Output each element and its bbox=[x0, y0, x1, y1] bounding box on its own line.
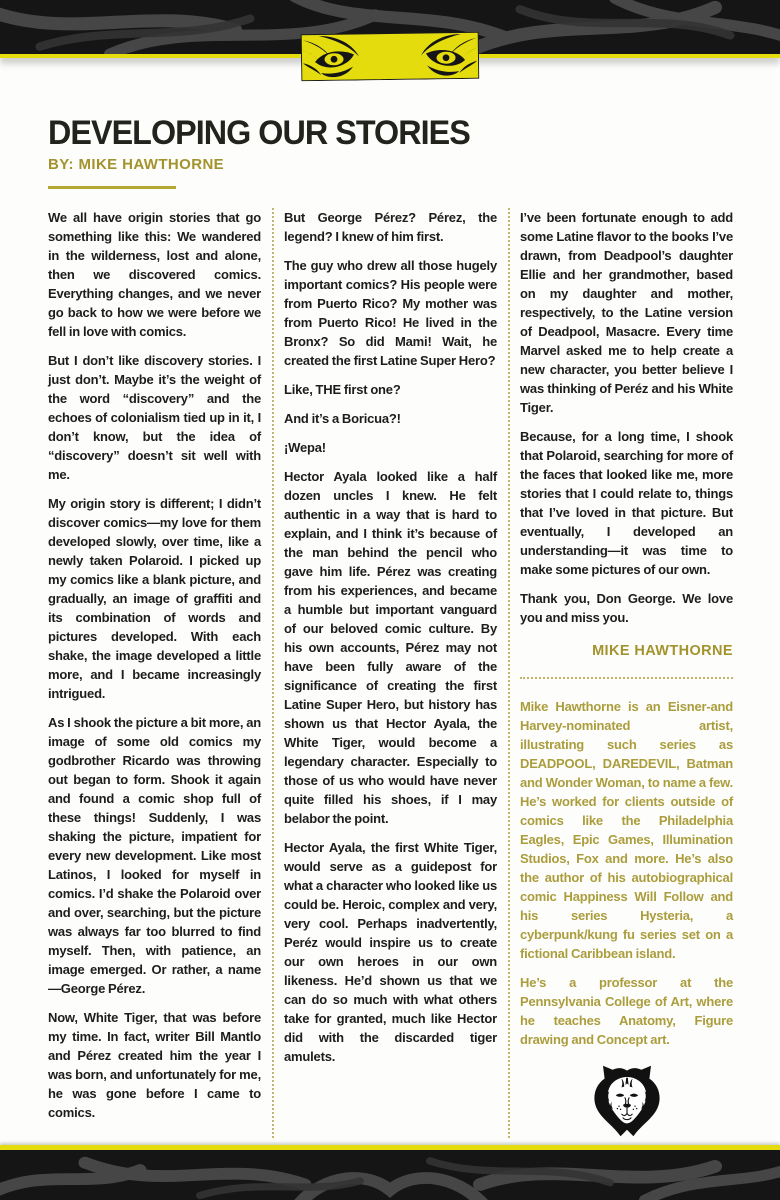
paragraph: He’s a professor at the Pennsylvania College of Art, where he teaches Anatomy, Figure drawing and Concept art. bbox=[520, 975, 733, 1047]
paragraph: My origin story is different; I didn’t discover comics—my love for them developed slowly, over time, like a newly taken Polaroid. I picked up my comics like a blank picture, and gradually, an image of graffiti and its combination of words and pictures developed. With each shake, the image developed a little more, and I became increasingly intrigued. bbox=[48, 496, 261, 701]
author-signature: MIKE HAWTHORNE bbox=[592, 643, 733, 659]
byline-underline bbox=[48, 186, 176, 189]
column-divider-2 bbox=[508, 208, 510, 1138]
column-1 bbox=[48, 208, 261, 1138]
column-divider-1 bbox=[272, 208, 274, 1138]
bio-divider bbox=[520, 677, 733, 679]
paragraph: We all have origin stories that go something like this: We wandered in the wilderness, lost and alone, then we discovered comics. Everything changes, and we never go back to how we were before we fell in love with comics. bbox=[48, 210, 261, 339]
paragraph: Hector Ayala looked like a half dozen uncles I knew. He felt authentic in a way that is hard to explain, and I think it’s because of the man behind the pencil who gave him life. Pérez was creating from his experiences, and became a humble but important vanguard of our beloved comic culture. By his own accounts, Pérez may not have been fully aware of the significance of creating the first Latine Super Hero, but history has shown us that Hector Ayala, the White Tiger, would become a legendary character. Especially to those of us who would have never quite filled his shoes, if I may belabor the point. bbox=[284, 469, 497, 826]
paragraph: Hector Ayala, the first White Tiger, would serve as a guidepost for what a character who looked like us could be. Heroic, complex and very, very cool. Perhaps inadvertently, Peréz would inspire us to create our own heroes in our own likeness. He’d shown us that we can do so much with what others take for granted, much like Hector did with the discarded tiger amulets. bbox=[284, 840, 497, 1064]
paragraph: Mike Hawthorne is an Eisner-and Harvey-nominated artist, illustrating such series as DEADPOOL, DAREDEVIL, Batman and Wonder Woman, to name a few. He’s worked for clients outside of comics like the Philadelphia Eagles, Epic Games, Illumination Studios, Fox and more. He’s also the author of his autobiographical comic Happiness Will Follow and his series Hysteria, a cyberpunk/kung fu series set on a fictional Caribbean island. bbox=[520, 699, 733, 961]
page-title: DEVELOPING OUR STORIES bbox=[48, 114, 470, 152]
paragraph: But I don’t like discovery stories. I just don’t. Maybe it’s the weight of the word “discovery” and the echoes of colonialism tied up in it, I don’t know, but the idea of “discovery” doesn’t sit well with me. bbox=[48, 353, 261, 482]
column-3 bbox=[520, 208, 733, 1138]
essay-columns bbox=[48, 208, 733, 1138]
paragraph: As I shook the picture a bit more, an image of some old comics my godbrother Ricardo was throwing out began to form. Shook it again and found a comic shop full of these things! Suddenly, I was shaking the picture, impatient for every new development. Like most Latinos, I looked for myself in comics. I’d shake the Polaroid over and over, searching, but the picture was always far too blurred to find myself. Then, with patience, an image emerged. Or rather, a name—George Pérez. bbox=[48, 715, 261, 996]
paragraph: Thank you, Don George. We love you and miss you. bbox=[520, 591, 733, 625]
paragraph: Because, for a long time, I shook that Polaroid, searching for more of the faces that looked like me, more stories that I could relate to, things that I’ve loved in that picture. But eventually, I developed an understanding—it was time to make some pictures of our own. bbox=[520, 429, 733, 577]
paragraph: The guy who drew all those hugely important comics? His people were from Puerto Rico? My mother was from Puerto Rico! He lived in the Bronx? So did Mami! Wait, he created the first Latine Super Hero? bbox=[284, 258, 497, 368]
bottom-stripe-banner bbox=[0, 1145, 780, 1200]
paragraph: But George Pérez? Pérez, the legend? I knew of him first. bbox=[284, 210, 497, 244]
article-header bbox=[48, 114, 492, 189]
paragraph: Now, White Tiger, that was before my time. In fact, writer Bill Mantlo and Pérez created him the year I was born, and unfortunately for me, he was gone before I came to comics. bbox=[48, 1010, 261, 1120]
paragraph: Like, THE first one? bbox=[284, 382, 401, 397]
tiger-stripe-pattern-icon bbox=[0, 1150, 780, 1200]
tiger-eyes-icon bbox=[301, 32, 480, 81]
column-2 bbox=[284, 208, 497, 1138]
tiger-head-icon bbox=[587, 1065, 667, 1145]
paragraph: I’ve been fortunate enough to add some Latine flavor to the books I’ve drawn, from Deadpool’s daughter Ellie and her grandmother, based on my daughter and mother, respectively, to the Latine version of Deadpool, Masacre. Every time Marvel asked me to help create a new character, you better believe I was thinking of Peréz and his White Tiger. bbox=[520, 210, 733, 415]
paragraph: And it’s a Boricua?! bbox=[284, 411, 401, 426]
paragraph: ¡Wepa! bbox=[284, 440, 326, 455]
column-3-text bbox=[520, 208, 733, 627]
byline: BY: MIKE HAWTHORNE bbox=[48, 156, 225, 173]
author-bio bbox=[520, 697, 733, 1049]
